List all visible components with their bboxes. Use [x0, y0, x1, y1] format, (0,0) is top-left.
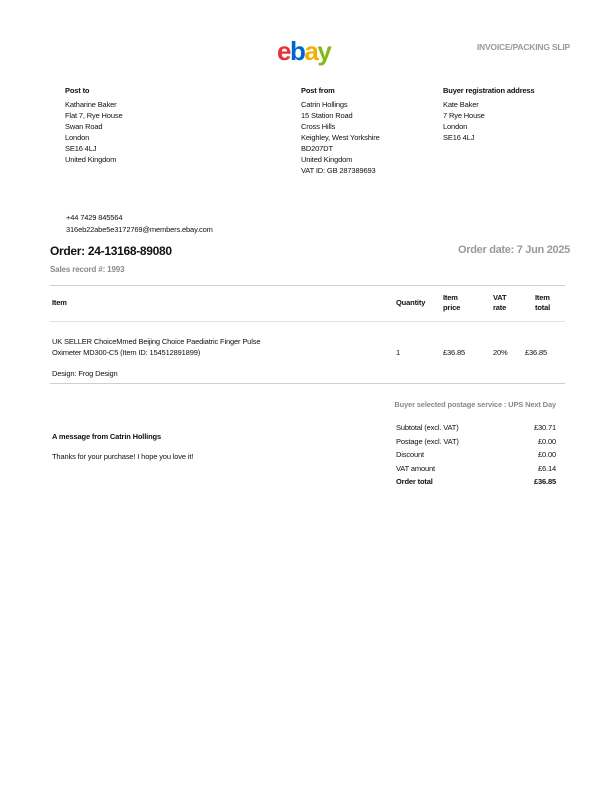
table-bottom-divider — [50, 383, 565, 384]
address-line: United Kingdom — [301, 155, 353, 164]
totals-row — [396, 421, 556, 435]
col-header-quantity: Quantity — [396, 298, 426, 307]
totals-value: £36.85 — [533, 477, 556, 486]
order-number: Order: 24-13168-89080 — [50, 244, 172, 258]
item-vat-rate: 20% — [493, 348, 508, 357]
totals-label: Discount — [396, 450, 424, 459]
col-header-item: Item — [52, 298, 67, 307]
item-title-line: UK SELLER ChoiceMmed Beijing Choice Paediatric Finger Pulse — [52, 337, 261, 346]
ebay-logo — [277, 38, 330, 64]
address-line: Catrin Hollings — [301, 100, 348, 109]
document-title: INVOICE/PACKING SLIP — [476, 42, 570, 52]
buyer-address-heading: Buyer registration address — [443, 86, 535, 95]
address-line: Kate Baker — [443, 100, 479, 109]
address-line: London — [443, 122, 468, 131]
order-date: Order date: 7 Jun 2025 — [457, 244, 570, 256]
totals-row — [396, 462, 556, 476]
address-line: Keighley, West Yorkshire — [301, 133, 380, 142]
post-from-heading: Post from — [301, 86, 335, 95]
col-header-item-price: Item price — [443, 293, 461, 312]
address-line: BD207DT — [301, 144, 333, 153]
logo-letter: e — [277, 36, 290, 66]
address-line: Swan Road — [65, 122, 103, 131]
address-line: London — [65, 133, 90, 142]
col-header-item-total: Item total — [535, 293, 551, 312]
item-variation: Design: Frog Design — [52, 369, 118, 378]
buyer-email: 316eb22abe5e3172769@members.ebay.com — [66, 224, 213, 234]
address-line: Katharine Baker — [65, 100, 117, 109]
address-line: 7 Rye House — [443, 111, 485, 120]
order-totals — [396, 421, 556, 489]
buyer-contact — [66, 212, 213, 235]
totals-value: £0.00 — [537, 450, 556, 459]
table-header-divider — [50, 321, 565, 322]
address-line: Cross Hills — [301, 122, 336, 131]
item-total: £36.85 — [525, 348, 548, 357]
sales-record: Sales record #: 1993 — [50, 265, 125, 274]
totals-value: £6.14 — [537, 463, 556, 473]
totals-label: Postage (excl. VAT) — [396, 436, 459, 446]
totals-label: VAT amount — [396, 463, 435, 473]
buyer-phone: +44 7429 845564 — [66, 213, 123, 222]
seller-message-body: Thanks for your purchase! I hope you love it! — [52, 452, 194, 461]
logo-letter: b — [289, 36, 305, 66]
col-header-vat-rate: VAT rate — [493, 293, 507, 312]
logo-letter: a — [304, 36, 318, 66]
totals-value: £0.00 — [537, 436, 556, 446]
post-from-address — [301, 85, 380, 176]
seller-message-heading: A message from Catrin Hollings — [52, 432, 161, 441]
address-line: SE16 4LJ — [65, 144, 97, 153]
logo-letter: y — [317, 36, 331, 66]
address-line: SE16 4LJ — [443, 133, 475, 142]
totals-label: Subtotal (excl. VAT) — [396, 423, 459, 432]
buyer-registration-address — [443, 85, 535, 143]
post-to-address — [65, 85, 122, 165]
totals-label: Order total — [396, 477, 433, 486]
post-to-heading: Post to — [65, 86, 90, 95]
vat-id: VAT ID: GB 287389693 — [301, 166, 376, 175]
order-total-row — [396, 475, 556, 489]
table-top-divider — [50, 285, 565, 286]
address-line: Flat 7, Rye House — [65, 111, 123, 120]
table-row-description — [52, 336, 382, 358]
item-price: £36.85 — [443, 348, 466, 357]
item-quantity: 1 — [396, 348, 401, 357]
address-line: United Kingdom — [65, 155, 117, 164]
item-title-line: Oximeter MD300-C5 (Item ID: 154512891899) — [52, 348, 201, 357]
address-line: 15 Station Road — [301, 111, 353, 120]
totals-row — [396, 435, 556, 449]
totals-row — [396, 448, 556, 462]
totals-value: £30.71 — [533, 423, 556, 432]
postage-service: Buyer selected postage service : UPS Next Day — [394, 400, 556, 409]
